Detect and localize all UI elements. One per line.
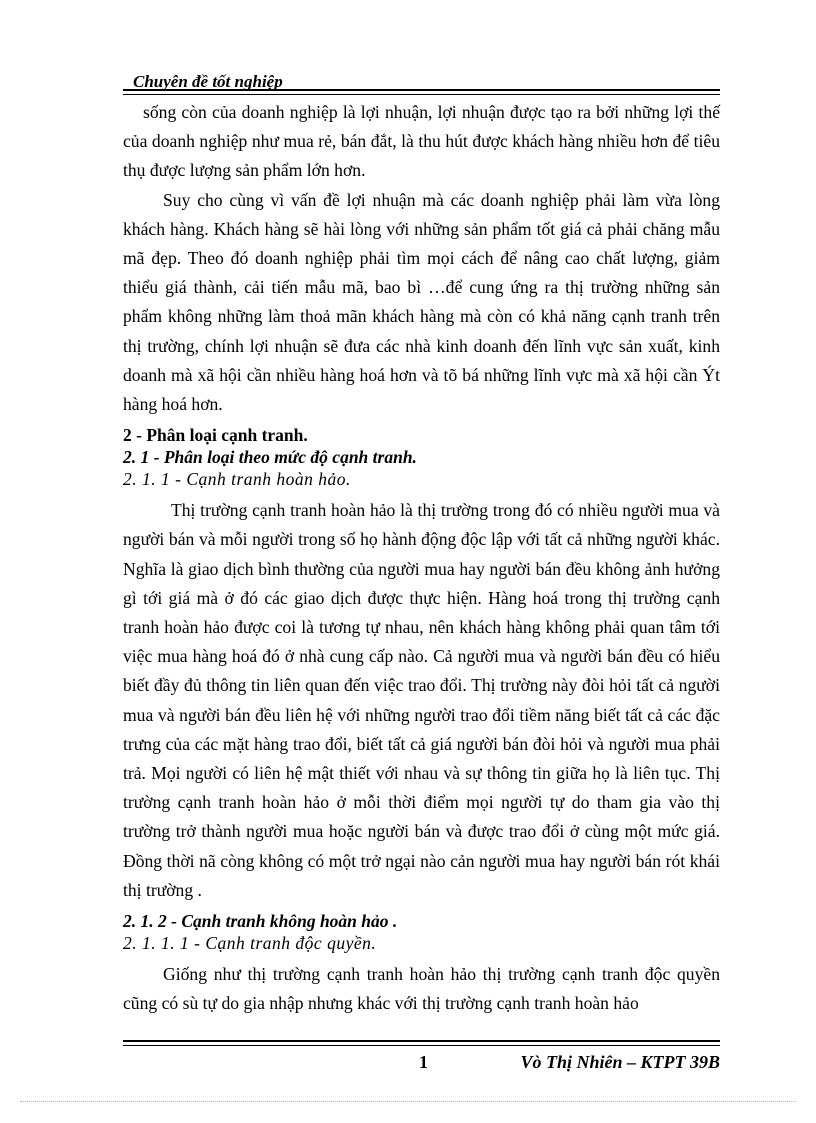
header-rule-thin [123,94,720,95]
heading-2-1-2: 2. 1. 2 - Cạnh tranh không hoàn hảo . [123,911,398,932]
heading-2-1: 2. 1 - Phân loại theo mức độ cạnh tranh. [123,447,417,468]
page-header [123,70,720,96]
heading-2-1-1: 2. 1. 1 - Cạnh tranh hoàn hảo. [123,469,351,490]
paragraph-4: Giống như thị trường cạnh tranh hoàn hảo thị trường cạnh tranh độc quyền cũng có sù tự do gia nhập nhưng khác với thị trường cạnh tranh hoàn hảo [123,964,720,1014]
footer-rule-thick [123,1040,720,1042]
page-bottom-dotted-line [20,1101,796,1102]
header-rule-thick [123,89,720,91]
paragraph-1: sống còn của doanh nghiệp là lợi nhuận, lợi nhuận được tạo ra bởi những lợi thế của doanh nghiệp như mua rẻ, bán đắt, là thu hút được khách hàng nhiều hơn để tiêu thụ được lượng sản phẩm lớn hơn. [123,102,720,181]
heading-2-1-1-1: 2. 1. 1. 1 - Cạnh tranh độc quyền. [123,933,377,954]
document-body [123,98,720,1018]
paragraph-3: Thị trường cạnh tranh hoàn hảo là thị trường trong đó có nhiều người mua và người bán và mỗi người trong số họ hành động độc lập với tất cả những người khác. Nghĩa là giao dịch bình thường của người mua hay người bán đều không ảnh hưởng gì tới giá mà ở đó các giao dịch được thực hiện. Hàng hoá trong thị trường cạnh tranh hoàn hảo được coi là tương tự nhau, nên khách hàng không phải quan tâm tới việc mua hàng hoá đó ở nhà cung cấp nào. Cả người mua và người bán đều có hiểu biết đầy đủ thông tin liên quan đến việc trao đổi. Thị trường này đòi hỏi tất cả người mua và người bán đều liên hệ với những người trao đổi tiềm năng biết tất cả các đặc trưng của các mặt hàng trao đổi, biết tất cả giá người bán đòi hỏi và người mua phải trả. Mọi người có liên hệ mật thiết với nhau và sự thông tin giữa họ là liên tục. Thị trường cạnh tranh hoàn hảo ở mỗi thời điểm mọi người tự do tham gia vào thị trường trở thành người mua hoặc người bán và được trao đổi ở cùng một mức giá. Đồng thời nã còng không có một trở ngại nào cản người mua hay người bán rót khái thị trường . [123,500,720,900]
header-title: Chuyên đề tốt nghiệp [133,72,283,91]
footer-author: Vò Thị Nhiên – KTPT 39B [520,1052,720,1072]
page-number: 1 [419,1052,428,1072]
heading-2: 2 - Phân loại cạnh tranh. [123,425,308,446]
paragraph-2: Suy cho cùng vì vấn đề lợi nhuận mà các doanh nghiệp phải làm vừa lòng khách hàng. Khách hàng sẽ hài lòng với những sản phẩm tốt giá cả phải chăng mẫu mã đẹp. Theo đó doanh nghiệp phải tìm mọi cách để nâng cao chất lượng, giảm thiểu giá thành, cải tiến mẫu mã, bao bì …để cung ứng ra thị trường những sản phẩm không những làm thoả mãn khách hàng mà còn có khả năng cạnh tranh trên thị trường, chính lợi nhuận sẽ đưa các nhà kinh doanh đến lĩnh vực sản xuất, kinh doanh mà xã hội cần nhiều hàng hoá hơn và tõ bá những lĩnh vực mà xã hội cần Ýt hàng hoá hơn. [123,189,720,415]
page-footer [123,1040,720,1080]
footer-rule-thin [123,1045,720,1046]
